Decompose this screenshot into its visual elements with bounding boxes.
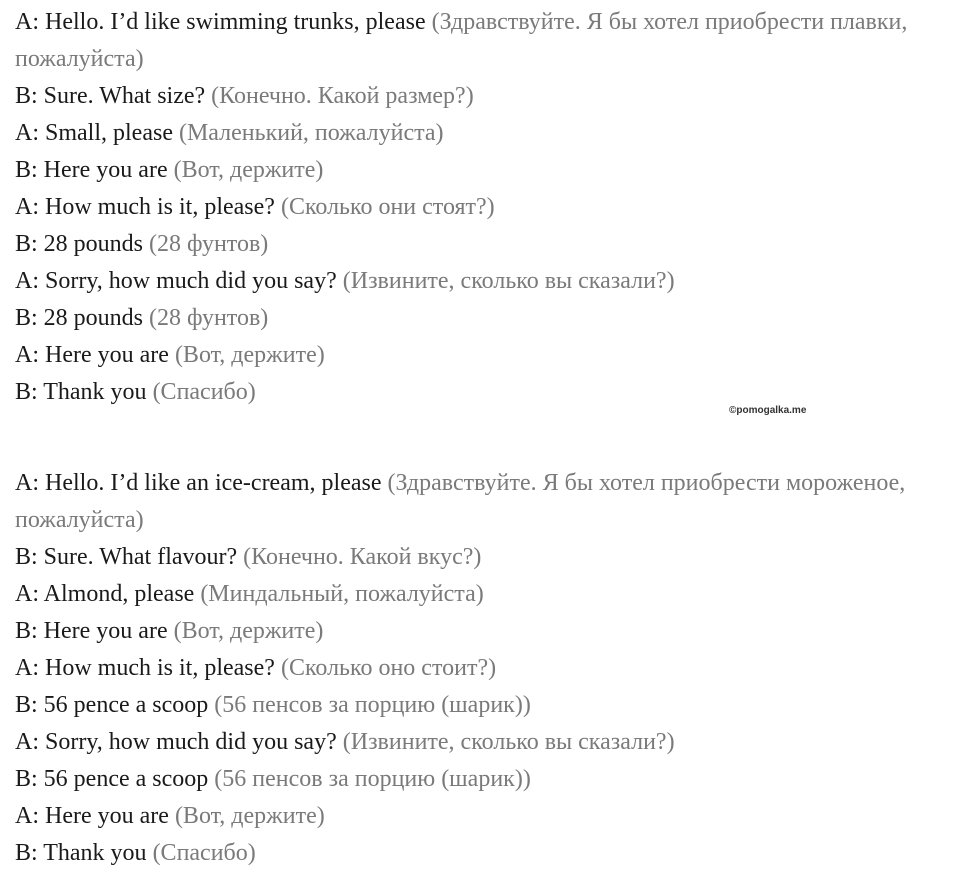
english-phrase: B: 28 pounds xyxy=(15,305,144,331)
russian-translation: (Вот, держите) xyxy=(174,342,325,368)
russian-translation: (Вот, держите) xyxy=(174,803,325,829)
english-phrase: B: Thank you xyxy=(15,840,147,866)
dialogue-line xyxy=(15,263,945,300)
english-phrase: A: How much is it, please? xyxy=(15,194,275,220)
english-phrase: A: Sorry, how much did you say? xyxy=(15,268,337,294)
russian-translation: (Спасибо) xyxy=(152,840,256,866)
russian-translation: (Миндальный, пожалуйста) xyxy=(200,581,484,607)
english-phrase: A: Small, please xyxy=(15,120,173,146)
dialogue-line xyxy=(15,576,945,613)
dialogue-line xyxy=(15,687,945,724)
dialogue-line xyxy=(15,539,945,576)
english-phrase: A: Almond, please xyxy=(15,581,195,607)
russian-translation: (Вот, держите) xyxy=(173,618,324,644)
russian-translation: (Спасибо) xyxy=(152,379,256,405)
russian-translation: (Конечно. Какой вкус?) xyxy=(243,544,482,570)
dialogue-ice-cream xyxy=(15,465,945,872)
english-phrase: B: Here you are xyxy=(15,618,168,644)
russian-translation: (56 пенсов за порцию (шарик)) xyxy=(214,766,531,792)
english-phrase: A: Hello. I’d like swimming trunks, please xyxy=(15,9,426,35)
english-phrase: B: 28 pounds xyxy=(15,231,144,257)
russian-translation: (Здравствуйте. Я бы хотел приобрести плавки, пожалуйста) xyxy=(15,9,908,72)
dialogue-line xyxy=(15,78,945,115)
dialogue-line xyxy=(15,115,945,152)
english-phrase: B: Sure. What size? xyxy=(15,83,206,109)
dialogue-line xyxy=(15,798,945,835)
russian-translation: (Здравствуйте. Я бы хотел приобрести мороженое, пожалуйста) xyxy=(15,470,906,533)
dialogue-line xyxy=(15,226,945,263)
english-phrase: A: How much is it, please? xyxy=(15,655,275,681)
english-phrase: B: Thank you xyxy=(15,379,147,405)
russian-translation: (Сколько они стоят?) xyxy=(280,194,495,220)
russian-translation: (Вот, держите) xyxy=(173,157,324,183)
dialogue-line xyxy=(15,835,945,872)
russian-translation: (56 пенсов за порцию (шарик)) xyxy=(214,692,531,718)
english-phrase: A: Hello. I’d like an ice-cream, please xyxy=(15,470,382,496)
dialogue-line xyxy=(15,189,945,226)
dialogue-line xyxy=(15,724,945,761)
dialogue-line xyxy=(15,761,945,798)
russian-translation: (28 фунтов) xyxy=(149,231,269,257)
dialogue-swimming-trunks xyxy=(15,4,945,411)
russian-translation: (Сколько оно стоит?) xyxy=(280,655,497,681)
english-phrase: A: Sorry, how much did you say? xyxy=(15,729,337,755)
dialogue-line xyxy=(15,650,945,687)
dialogue-line xyxy=(15,337,945,374)
english-phrase: A: Here you are xyxy=(15,342,169,368)
dialogue-line xyxy=(15,152,945,189)
english-phrase: B: Here you are xyxy=(15,157,168,183)
russian-translation: (Извините, сколько вы сказали?) xyxy=(342,729,675,755)
english-phrase: B: 56 pence a scoop xyxy=(15,766,209,792)
dialogue-line xyxy=(15,613,945,650)
russian-translation: (28 фунтов) xyxy=(149,305,269,331)
russian-translation: (Извините, сколько вы сказали?) xyxy=(342,268,675,294)
russian-translation: (Конечно. Какой размер?) xyxy=(211,83,474,109)
english-phrase: A: Here you are xyxy=(15,803,169,829)
dialogue-line xyxy=(15,4,945,78)
dialogue-line xyxy=(15,300,945,337)
russian-translation: (Маленький, пожалуйста) xyxy=(178,120,444,146)
dialogue-line xyxy=(15,465,945,539)
english-phrase: B: Sure. What flavour? xyxy=(15,544,238,570)
english-phrase: B: 56 pence a scoop xyxy=(15,692,209,718)
watermark: ©pomogalka.me xyxy=(729,405,807,416)
